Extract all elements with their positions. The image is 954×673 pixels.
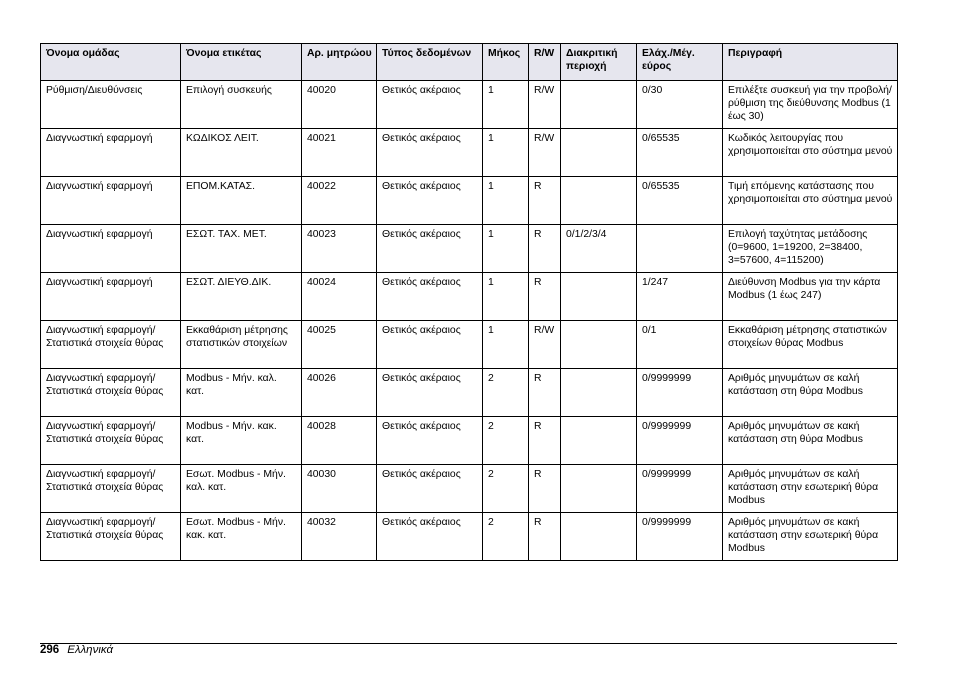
length-cell: 1 (483, 273, 529, 321)
description-cell: Επιλέξτε συσκευή για την προβολή/ρύθμιση της διεύθυνσης Modbus (1 έως 30) (723, 81, 898, 129)
min-max-range-cell: 1/247 (637, 273, 723, 321)
group-name-cell: Διαγνωστική εφαρμογή (41, 273, 181, 321)
header-group-name: Όνομα ομάδας (41, 44, 181, 81)
group-name-cell: Διαγνωστική εφαρμογή/Στατιστικά στοιχεία θύρας (41, 369, 181, 417)
length-cell: 2 (483, 513, 529, 561)
discrete-range-cell (561, 417, 637, 465)
length-cell: 1 (483, 129, 529, 177)
data-type-cell: Θετικός ακέραιος (377, 513, 483, 561)
header-tag-name: Όνομα ετικέτας (181, 44, 302, 81)
group-name-cell: Διαγνωστική εφαρμογή/Στατιστικά στοιχεία θύρας (41, 321, 181, 369)
read-write-cell: R/W (529, 81, 561, 129)
discrete-range-cell (561, 369, 637, 417)
data-type-cell: Θετικός ακέραιος (377, 129, 483, 177)
description-cell: Αριθμός μηνυμάτων σε καλή κατάσταση στη θύρα Modbus (723, 369, 898, 417)
group-name-cell: Διαγνωστική εφαρμογή/Στατιστικά στοιχεία θύρας (41, 513, 181, 561)
discrete-range-cell (561, 177, 637, 225)
table-row (41, 225, 898, 273)
table-row (41, 177, 898, 225)
min-max-range-cell: 0/9999999 (637, 513, 723, 561)
table-row (41, 81, 898, 129)
description-cell: Εκκαθάριση μέτρησης στατιστικών στοιχείων θύρας Modbus (723, 321, 898, 369)
length-cell: 2 (483, 417, 529, 465)
read-write-cell: R/W (529, 321, 561, 369)
tag-name-cell: ΕΠΟΜ.ΚΑΤΑΣ. (181, 177, 302, 225)
register-number-cell: 40022 (302, 177, 377, 225)
table-row (41, 129, 898, 177)
register-number-cell: 40021 (302, 129, 377, 177)
table-header-row (41, 44, 898, 81)
register-number-cell: 40026 (302, 369, 377, 417)
group-name-cell: Διαγνωστική εφαρμογή (41, 129, 181, 177)
data-type-cell: Θετικός ακέραιος (377, 177, 483, 225)
description-cell: Αριθμός μηνυμάτων σε κακή κατάσταση στην εσωτερική θύρα Modbus (723, 513, 898, 561)
description-cell: Επιλογή ταχύτητας μετάδοσης (0=9600, 1=19200, 2=38400, 3=57600, 4=115200) (723, 225, 898, 273)
register-number-cell: 40020 (302, 81, 377, 129)
description-cell: Κωδικός λειτουργίας που χρησιμοποιείται στο σύστημα μενού (723, 129, 898, 177)
length-cell: 1 (483, 81, 529, 129)
data-type-cell: Θετικός ακέραιος (377, 465, 483, 513)
header-read-write: R/W (529, 44, 561, 81)
register-number-cell: 40028 (302, 417, 377, 465)
table-row (41, 417, 898, 465)
header-description: Περιγραφή (723, 44, 898, 81)
min-max-range-cell: 0/9999999 (637, 369, 723, 417)
table-row (41, 369, 898, 417)
min-max-range-cell (637, 225, 723, 273)
tag-name-cell: Εσωτ. Modbus - Μήν. κακ. κατ. (181, 513, 302, 561)
page-footer (40, 643, 113, 657)
header-length: Μήκος (483, 44, 529, 81)
tag-name-cell: Επιλογή συσκευής (181, 81, 302, 129)
length-cell: 2 (483, 465, 529, 513)
group-name-cell: Διαγνωστική εφαρμογή (41, 177, 181, 225)
discrete-range-cell: 0/1/2/3/4 (561, 225, 637, 273)
read-write-cell: R (529, 225, 561, 273)
table-row (41, 321, 898, 369)
min-max-range-cell: 0/9999999 (637, 417, 723, 465)
modbus-register-table (40, 43, 898, 561)
length-cell: 1 (483, 321, 529, 369)
read-write-cell: R (529, 177, 561, 225)
min-max-range-cell: 0/65535 (637, 177, 723, 225)
page-number: 296 (40, 644, 60, 656)
tag-name-cell: ΕΣΩΤ. ΤΑΧ. ΜΕΤ. (181, 225, 302, 273)
footer-divider (40, 643, 897, 644)
tag-name-cell: Modbus - Μήν. κακ. κατ. (181, 417, 302, 465)
data-type-cell: Θετικός ακέραιος (377, 417, 483, 465)
header-data-type: Τύπος δεδομένων (377, 44, 483, 81)
min-max-range-cell: 0/30 (637, 81, 723, 129)
header-register-number: Αρ. μητρώου (302, 44, 377, 81)
register-number-cell: 40030 (302, 465, 377, 513)
table-row (41, 513, 898, 561)
length-cell: 1 (483, 225, 529, 273)
register-number-cell: 40032 (302, 513, 377, 561)
tag-name-cell: Modbus - Μήν. καλ. κατ. (181, 369, 302, 417)
tag-name-cell: ΕΣΩΤ. ΔΙΕΥΘ.ΔΙΚ. (181, 273, 302, 321)
group-name-cell: Διαγνωστική εφαρμογή (41, 225, 181, 273)
discrete-range-cell (561, 273, 637, 321)
read-write-cell: R/W (529, 129, 561, 177)
tag-name-cell: ΚΩΔΙΚΟΣ ΛΕΙΤ. (181, 129, 302, 177)
data-type-cell: Θετικός ακέραιος (377, 321, 483, 369)
length-cell: 2 (483, 369, 529, 417)
discrete-range-cell (561, 513, 637, 561)
language-label: Ελληνικά (67, 644, 114, 656)
discrete-range-cell (561, 129, 637, 177)
table-row (41, 465, 898, 513)
min-max-range-cell: 0/1 (637, 321, 723, 369)
description-cell: Αριθμός μηνυμάτων σε καλή κατάσταση στην εσωτερική θύρα Modbus (723, 465, 898, 513)
data-type-cell: Θετικός ακέραιος (377, 369, 483, 417)
register-number-cell: 40023 (302, 225, 377, 273)
register-number-cell: 40024 (302, 273, 377, 321)
description-cell: Διεύθυνση Modbus για την κάρτα Modbus (1 έως 247) (723, 273, 898, 321)
data-type-cell: Θετικός ακέραιος (377, 225, 483, 273)
length-cell: 1 (483, 177, 529, 225)
data-type-cell: Θετικός ακέραιος (377, 273, 483, 321)
description-cell: Τιμή επόμενης κατάστασης που χρησιμοποιείται στο σύστημα μενού (723, 177, 898, 225)
group-name-cell: Ρύθμιση/Διευθύνσεις (41, 81, 181, 129)
read-write-cell: R (529, 465, 561, 513)
tag-name-cell: Εσωτ. Modbus - Μήν. καλ. κατ. (181, 465, 302, 513)
table-row (41, 273, 898, 321)
group-name-cell: Διαγνωστική εφαρμογή/Στατιστικά στοιχεία θύρας (41, 465, 181, 513)
header-discrete-range: Διακριτική περιοχή (561, 44, 637, 81)
min-max-range-cell: 0/65535 (637, 129, 723, 177)
data-type-cell: Θετικός ακέραιος (377, 81, 483, 129)
discrete-range-cell (561, 81, 637, 129)
read-write-cell: R (529, 513, 561, 561)
tag-name-cell: Εκκαθάριση μέτρησης στατιστικών στοιχείων (181, 321, 302, 369)
header-min-max-range: Ελάχ./Μέγ. εύρος (637, 44, 723, 81)
discrete-range-cell (561, 321, 637, 369)
description-cell: Αριθμός μηνυμάτων σε κακή κατάσταση στη θύρα Modbus (723, 417, 898, 465)
discrete-range-cell (561, 465, 637, 513)
min-max-range-cell: 0/9999999 (637, 465, 723, 513)
group-name-cell: Διαγνωστική εφαρμογή/Στατιστικά στοιχεία θύρας (41, 417, 181, 465)
register-number-cell: 40025 (302, 321, 377, 369)
read-write-cell: R (529, 417, 561, 465)
read-write-cell: R (529, 273, 561, 321)
read-write-cell: R (529, 369, 561, 417)
